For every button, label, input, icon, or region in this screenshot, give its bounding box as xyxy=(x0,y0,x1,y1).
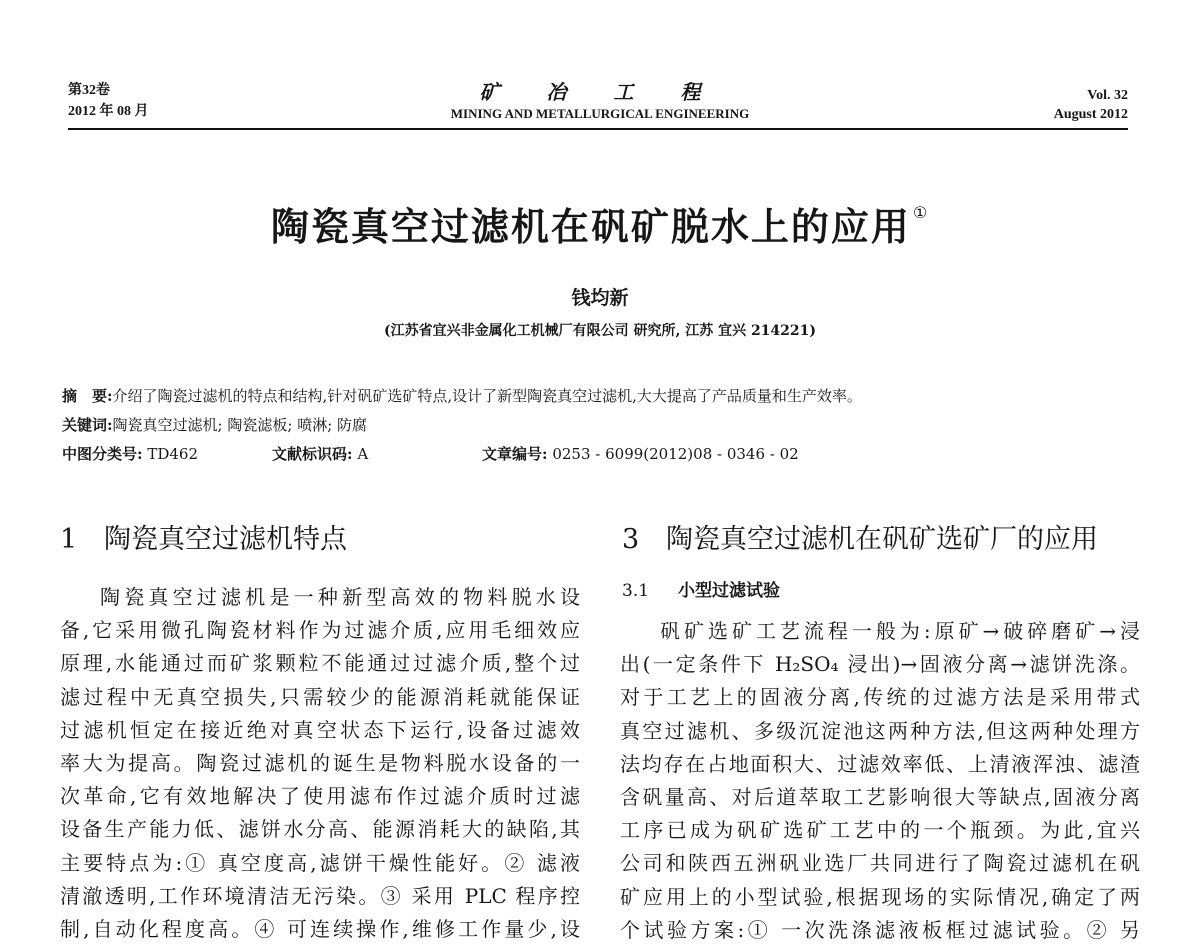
body-line: 矾矿选矿工艺流程一般为:原矿→破碎磨矿→浸 xyxy=(660,619,1140,643)
body-line: 矿应用上的小型试验,根据现场的实际情况,确定了两 xyxy=(620,884,1140,909)
body-line: 原理,水能通过而矿浆颗粒不能通过过滤介质,整个过 xyxy=(60,651,580,676)
body-line: 公司和陕西五洲矾业选厂共同进行了陶瓷过滤机在矾 xyxy=(620,851,1140,876)
body-line: 滤过程中无真空损失,只需较少的能源消耗就能保证 xyxy=(60,684,580,709)
doc-label: 文献标识码: xyxy=(272,445,353,463)
journal-title-en: MINING AND METALLURGICAL ENGINEERING xyxy=(450,106,750,121)
section-3-title: 陶瓷真空过滤机在矾矿选矿厂的应用 xyxy=(666,524,1098,555)
title-footnote-mark: ① xyxy=(912,203,930,222)
section-3-heading xyxy=(622,522,1098,558)
section-3-1-body xyxy=(620,615,1140,947)
keywords-text: 陶瓷真空过滤机; 陶瓷滤板; 喷淋; 防腐 xyxy=(112,416,368,434)
article-number-label: 文章编号: xyxy=(482,445,548,463)
header-volume-date xyxy=(68,80,149,122)
section-3-number: 3 xyxy=(622,524,640,555)
keywords-label: 关键词: xyxy=(62,416,113,434)
body-line: 设备生产能力低、滤饼水分高、能源消耗大的缺陷,其 xyxy=(60,817,580,842)
section-1-body xyxy=(60,581,580,946)
body-line: 过滤机恒定在接近绝对真空状态下运行,设备过滤效 xyxy=(60,717,580,742)
body-line: 对于工艺上的固液分离,传统的过滤方法是采用带式 xyxy=(620,685,1140,710)
header-volume-en xyxy=(1054,86,1128,124)
body-line: 真空过滤机、多级沉淀池这两种方法,但这两种处理方 xyxy=(620,718,1140,743)
journal-title-cn: 矿 冶 工 程 xyxy=(479,80,721,104)
author-affiliation: (江苏省宜兴非金属化工机械厂有限公司 研究所, 江苏 宜兴 214221) xyxy=(383,323,817,339)
body-line: 法均存在占地面积大、过滤效率低、上清液浑浊、滤渣 xyxy=(620,751,1140,776)
body-line: 个试验方案:① 一次洗涤滤液板框过滤试验。② 另 xyxy=(620,917,1140,942)
body-line: 含矾量高、对后道萃取工艺影响很大等缺点,固液分离 xyxy=(620,784,1140,809)
clc-value: TD462 xyxy=(147,445,198,463)
article-number-value: 0253 - 6099(2012)08 - 0346 - 02 xyxy=(552,445,799,463)
body-line: 率大为提高。陶瓷过滤机的诞生是物料脱水设备的一 xyxy=(60,750,580,775)
clc-label: 中图分类号: xyxy=(62,445,143,463)
header-date-cn: 2012 年 08 月 xyxy=(68,104,149,119)
subsection-3-1-title: 小型过滤试验 xyxy=(678,581,780,601)
body-line: 主要特点为:① 真空度高,滤饼干燥性能好。② 滤液 xyxy=(60,850,580,875)
article-title xyxy=(0,188,1200,252)
section-1-number: 1 xyxy=(60,524,78,555)
article-title-text: 陶瓷真空过滤机在矾矿脱水上的应用 xyxy=(270,205,911,249)
header-rule xyxy=(68,128,1128,130)
header-vol-en: Vol. 32 xyxy=(1087,88,1128,103)
body-line: 清澈透明,工作环境清洁无污染。③ 采用 PLC 程序控 xyxy=(60,883,580,908)
header-volume-cn: 第32卷 xyxy=(68,83,110,98)
body-line: 制,自动化程度高。④ 可连续操作,维修工作量少,设 xyxy=(60,916,580,941)
header-journal xyxy=(350,80,850,123)
author-name: 钱均新 xyxy=(571,287,629,309)
body-line: 工序已成为矾矿选矿工艺中的一个瓶颈。为此,宜兴 xyxy=(620,818,1140,843)
section-1-title: 陶瓷真空过滤机特点 xyxy=(104,524,347,555)
header-date-en: August 2012 xyxy=(1053,107,1128,122)
article-number xyxy=(482,443,799,465)
doc-value: A xyxy=(357,445,369,463)
abstract-text: 介绍了陶瓷过滤机的特点和结构,针对矾矿选矿特点,设计了新型陶瓷真空过滤机,大大提高了产品质量和生产效率。 xyxy=(112,387,862,405)
body-line: 备,它采用微孔陶瓷材料作为过滤介质,应用毛细效应 xyxy=(60,618,580,643)
clc-number xyxy=(62,443,198,465)
abstract xyxy=(62,385,862,407)
document-code xyxy=(272,443,368,465)
section-1-heading xyxy=(60,522,347,558)
keywords xyxy=(62,414,367,436)
abstract-label: 摘 要: xyxy=(62,387,113,405)
body-line: 陶瓷真空过滤机是一种新型高效的物料脱水设 xyxy=(100,585,580,609)
subsection-3-1-heading xyxy=(622,579,780,603)
body-line: 出(一定条件下 H₂SO₄ 浸出)→固液分离→滤饼洗涤。 xyxy=(620,652,1140,677)
subsection-3-1-number: 3.1 xyxy=(622,581,650,601)
body-line: 次革命,它有效地解决了使用滤布作过滤介质时过滤 xyxy=(60,784,580,809)
